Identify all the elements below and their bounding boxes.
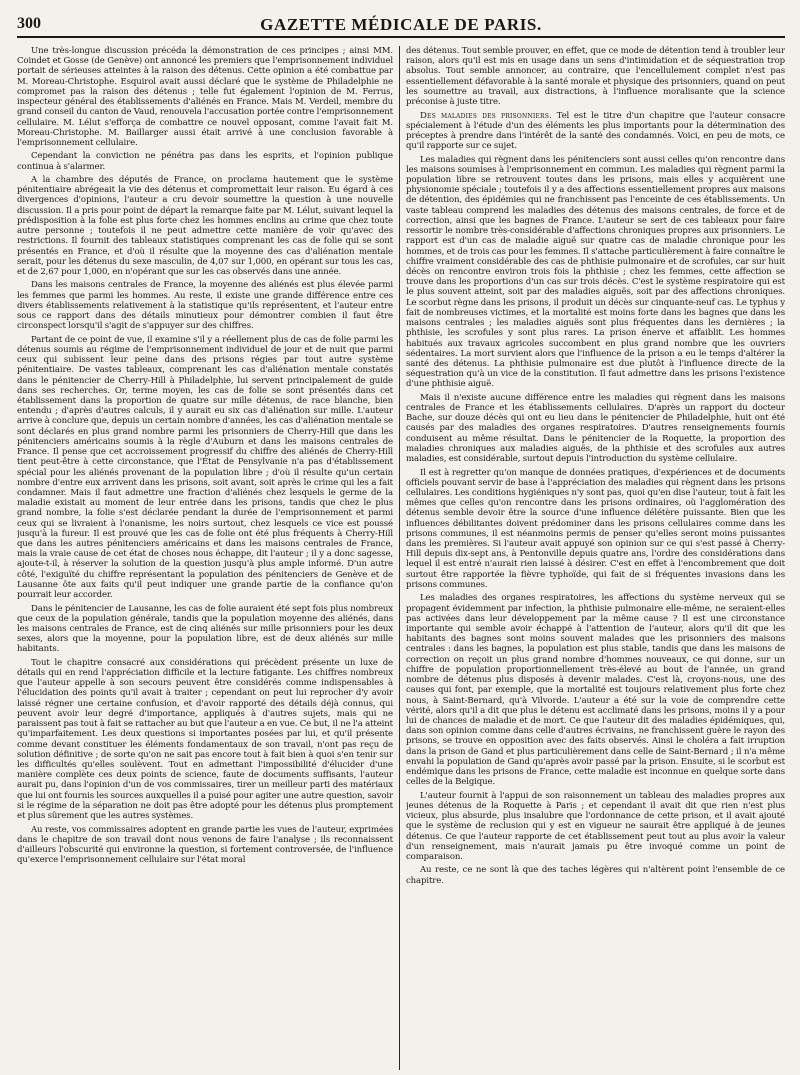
paragraph-text: Mais il n'existe aucune différence entre les maladies qui règnent dans les maisons centrales de France et les établissements cellulaires. D'après un rapport du docteur Bache, sur douze décès qui ont eu lieu dans le pénitencier de Philadelphie, huit ont été causés par des maladies des organes respiratoires. D'autres renseignements fournis conduisent au même résultat. Dans le pénitencier de la Roquette, la proportion des maladies chroniques aux maladies aiguës, de la phthisie et des scrofules aux autres maladies, est considérable, surtout depuis l'introduction du système cellulaire.	[406, 392, 785, 465]
left-column	[17, 46, 393, 1070]
paragraph-text: Dans le pénitencier de Lausanne, les cas de folie auraient été sept fois plus nombreux que ceux de la population générale, tandis que la population moyenne des aliénés, dans les maisons centrales de France, est de cinq aliénés sur mille prisonniers pour les deux sexes, alors que la moyenne, pour la population libre, est de deux aliénés sur mille habitants.	[17, 603, 393, 655]
page-number: 300	[17, 15, 41, 32]
paragraph	[406, 46, 785, 107]
paragraph-text: Tel est le titre d'un chapitre que l'auteur consacre spécialement à l'étude d'un des éléments les plus importants pour la détermination des préceptes à prendre dans l'intérêt de la santé des condamnés. Voici, en peu de mots, ce qu'il rapporte sur ce sujet.	[406, 110, 785, 152]
paragraph	[17, 825, 393, 866]
paragraph	[17, 280, 393, 331]
paragraph-text: Au reste, ce ne sont là que des taches légères qui n'altèrent point l'ensemble de ce chapitre.	[406, 865, 785, 886]
paragraph-text: A la chambre des députés de France, on proclama hautement que le système pénitentiaire abrégeait la vie des détenus et compromettait leur raison. Eu égard à ces divergences d'opinions, l'auteur a cru devoir soumettre la question à une nouvelle discussion. Il a pris pour point de départ la remarque faite par M. Lélut, suivant lequel la prédisposition à la folie est plus forte chez les hommes enclins au crime que chez toute autre personne ; toutefois il ne peut admettre cette manière de voir qu'avec des restrictions. Il fournit des tableaux statistiques comprenant les cas de folie qui se sont présentés en France, et d'où il résulte que la moyenne des cas d'aliénation mentale serait, pour les détenus du sexe masculin, de 4,07 sur 1,000, en opérant sur tous les cas, et de 2,67 pour 1,000, en n'opérant que sur les cas observés dans une année.	[17, 175, 393, 277]
section-heading: Des maladies des prisonniers.	[420, 110, 552, 121]
paragraph-text: Au reste, vos commissaires adoptent en grande partie les vues de l'auteur, exprimées dans le chapitre de son travail dont nous venons de faire l'analyse ; ils reconnaissent d'ailleurs l'obscurité qui environne la question, si fortement controversée, de l'influence qu'exerce l'emprisonnement cellulaire sur l'état moral	[17, 824, 393, 866]
paragraph-text: Les maladies qui règnent dans les pénitenciers sont aussi celles qu'on rencontre dans les maisons soumises à l'emprisonnement en commun. Les maladies qui règnent parmi la population libre se retrouvent toutes dans les prisons, mais elles y acquièrent une physionomie spéciale ; toutefois il y a des affections essentiellement propres aux maisons de détention, des épidémies qui ne franchissent pas l'enceinte de ces établissements. Un vaste tableau comprend les maladies des détenus des maisons centrales, de force et de correction, ainsi que les bagnes de France. L'auteur se sert de ces tableaux pour faire ressortir le nombre très-considérable d'affections chroniques propres aux prisonniers. Le rapport est d'un cas de maladie aiguë sur quatre cas de maladie chronique pour les hommes, et de trois cas pour les femmes. Il s'attache particulièrement à faire connaître le chiffre vraiment considérable des cas de phthisie pulmonaire et de scrofules, car sur huit décès on rencontre environ trois fois la phthisie ; chez les femmes, cette affection se trouve dans les proportions d'un cas sur trois décès. C'est le système respiratoire qui est le plus souvent atteint, soit par des maladies aiguës, soit par des affections chroniques. Le scorbut règne dans les prisons, il produit un décès sur cinquante-neuf cas. Le typhus y fait de nombreuses victimes, et la mortalité est moins forte dans les bagnes que dans les maisons centrales ; les maladies aiguës sont plus fréquentes dans les dernières ; la phthisie, les scrofules y sont plus rares. La prison énerve et affaiblit. Les hommes habitués aux travaux agricoles succombent en plus grand nombre que les ouvriers sédentaires. La mort survient alors que l'influence de la prison a eu le temps d'altérer la santé des détenus. La phthisie pulmonaire est due plutôt à l'influence directe de la séquestration qu'à un vice de la constitution. Il faut admettre dans les prisons l'existence d'une phthisie aiguë.	[406, 154, 785, 390]
paragraph	[406, 468, 785, 591]
paragraph	[406, 593, 785, 787]
paragraph	[17, 175, 393, 277]
paragraph-text: Une très-longue discussion précéda la démonstration de ces principes ; ainsi MM. Coindet et Gosse (de Genève) ont annoncé les premiers que l'emprisonnement individuel portait de sérieuses atteintes à la raison des détenus. Cette opinion a été combattue par M. Moreau-Christophe. Esquirol avait aussi déclaré que le système de Philadelphie ne compromet pas la raison des détenus ; telle fut également l'opinion de M. Ferrus, inspecteur général des établissements d'aliénés en France. Mais M. Verdeil, membre du grand conseil du canton de Vaud, renouvela l'accusation portée contre l'emprisonnement cellulaire. M. Lélut s'efforça de combattre ce nouvel opposant, comme l'avait fait M. Moreau-Christophe. M. Baillarger aussi était arrivé à une conclusion favorable à l'emprisonnement cellulaire.	[17, 46, 393, 148]
journal-title: GAZETTE MÉDICALE DE PARIS.	[260, 15, 542, 34]
paragraph-text: Tout le chapitre consacré aux considérations qui précèdent présente un luxe de détails qui en rend l'appréciation difficile et la lecture fatigante. Les chiffres nombreux que l'auteur appelle à son secours peuvent être considérés comme indispensables à l'élucidation des points qu'il avait à traiter ; cependant on peut lui reprocher d'y avoir laissé régner une certaine confusion, et d'avoir rapporté des détails déjà connus, qui peuvent avoir leur degré d'importance, appliqués à d'autres sujets, mais qui ne paraissent pas tout à fait se rattacher au but que l'auteur a en vue. Ce but, il ne l'a atteint qu'imparfaitement. Les deux questions si importantes posées par lui, et qu'il présente comme devant constituer les éléments fondamentaux de son travail, n'ont pas reçu de solution définitive ; de sorte qu'on ne sait pas encore tout à fait bien à quoi s'en tenir sur les difficultés qu'elles soulèvent. Tout en admettant l'impossibilité d'élucider d'une manière complète ces deux points de science, faute de documents suffisants, l'auteur aurait pu, dans l'opinion d'un de vos commissaires, tirer un meilleur parti des matériaux que lui ont fournis les sources auxquelles il a puisé pour agiter une autre question, savoir si le régime de la séparation ne doit pas être adopté pour les détenus plus promptement et plus sûrement que les autres systèmes.	[17, 657, 393, 822]
page-header	[17, 14, 785, 38]
paragraph	[17, 151, 393, 171]
paragraph-text: Dans les maisons centrales de France, la moyenne des aliénés est plus élevée parmi les femmes que parmi les hommes. Au reste, il existe une grande différence entre ces divers établissements relativement à la statistique qu'ils représentent, et l'auteur entre sous ce rapport dans des détails minutieux pour démontrer combien il faut être circonspect lorsqu'il s'agit de s'appuyer sur des chiffres.	[17, 280, 393, 332]
right-column	[406, 46, 785, 1070]
paragraph	[406, 393, 785, 465]
paragraph	[17, 335, 393, 601]
column-rule	[399, 46, 400, 1070]
paragraph	[406, 155, 785, 390]
paragraph	[17, 46, 393, 148]
paragraph	[406, 865, 785, 885]
paragraph-text: des détenus. Tout semble prouver, en effet, que ce mode de détention tend à troubler leur raison, alors qu'il est mis en usage dans un sens d'intimidation et de séquestration trop absolus. Tout semble annoncer, au contraire, que l'encellulement complet n'est pas essentiellement défavorable à la santé morale et physique des prisonniers, quand on peut les soumettre au travail, aux distractions, à l'influence moralisante que la science préconise à juste titre.	[406, 46, 785, 108]
paragraph	[17, 658, 393, 822]
paragraph-text: L'auteur fournit à l'appui de son raisonnement un tableau des maladies propres aux jeunes détenus de la Roquette à Paris ; et cependant il avait dit que rien n'est plus vicieux, plus absurde, plus insalubre que l'ordonnance de cette prison, et il avait ajouté que le système de reclusion qui y est en vigueur ne saurait être appliqué à de jeunes détenus. Ce que l'auteur rapporte de cet établissement peut tout au plus avoir la valeur d'un renseignement, mais n'aurait jamais pu être invoqué comme un point de comparaison.	[406, 790, 785, 862]
paragraph-text: Il est à regretter qu'on manque de données pratiques, d'expériences et de documents officiels pouvant servir de base à l'appréciation des maladies qui règnent dans les prisons cellulaires. Les conditions hygiéniques n'y sont pas, quoi qu'en dise l'auteur, tout à fait les mêmes que celles qu'on rencontre dans les prisons ordinaires, où l'agglomération des détenus semble devoir être la source d'une influence délétère puissante. Bien que les influences débilitantes doivent prédominer dans les prisons cellulaires comme dans les prisons communes, il est néanmoins permis de penser qu'elles seront moins puissantes dans les premières. Si l'auteur avait appuyé son opinion sur ce qui s'est passé à Cherry-Hill depuis dix-sept ans, à Pentonville depuis quatre ans, l'ordre des considérations dans lequel il est entré n'aurait rien laissé à désirer. C'est en effet à l'encombrement que doit surtout être rapportée la fièvre typhoïde, qui fait de si fréquentes invasions dans les prisons communes.	[406, 467, 785, 590]
text-columns	[17, 46, 785, 1070]
paragraph	[17, 604, 393, 655]
paragraph	[406, 111, 785, 152]
paragraph-text: Cependant la conviction ne pénétra pas dans les esprits, et l'opinion publique continua à s'alarmer.	[17, 151, 393, 172]
paragraph	[406, 791, 785, 863]
paragraph-text: Partant de ce point de vue, il examine s'il y a réellement plus de cas de folie parmi les détenus soumis au régime de l'emprisonnement individuel de jour et de nuit que parmi ceux qui subissent leur peine dans des prisons régies par tout autre système pénitentiaire. De vastes tableaux, comprenant les cas d'aliénation mentale constatés dans le pénitencier de Cherry-Hill à Philadelphie, lui servent principalement de guide dans ses recherches. Or, terme moyen, les cas de folie se sont présentés dans cet établissement dans la proportion de quatre sur mille détenus, de race blanche, bien entendu ; d'après d'autres calculs, il y aurait eu six cas d'aliénation sur mille. L'auteur arrive à conclure que, depuis un certain nombre d'années, les cas d'aliénation mentale se sont déclarés en plus grand nombre parmi les prisonniers de Cherry-Hill que dans les pénitenciers américains soumis à la règle d'Auburn et dans les maisons centrales de France. Il pense que cet accroissement progressif du chiffre des aliénés de Cherry-Hill tient peut-être à cette circonstance, que l'État de Pensylvanie n'a pas d'établissement spécial pour les aliénés provenant de la population libre ; d'où il résulte qu'un certain nombre d'entre eux arrivent dans les prisons, soit avant, soit après le crime qui les a fait condamner. Mais il faut admettre une fraction d'aliénés chez lesquels le germe de la maladie existait au moment de leur entrée dans les prisons, tandis que chez le plus grand nombre, la folie s'est déclarée pendant la durée de l'emprisonnement et parmi ceux qui se livraient à l'onanisme, les noirs surtout, chez lesquels ce vice est poussé jusqu'à la fureur. Il est prouvé que les cas de folie ont été plus fréquents à Cherry-Hill que dans les autres pénitenciers américains et dans les maisons centrales de France, mais la vraie cause de cet état de choses nous échappe, dit l'auteur ; il y a donc sagesse, ajoute-t-il, à réserver la solution de la question jusqu'à plus ample informé. D'un autre côté, l'exiguïté du chiffre représentant la population des pénitenciers de Genève et de Lausanne ôte aux faits qu'il peut indiquer une grande partie de la confiance qu'on pourrait leur accorder.	[17, 334, 393, 601]
paragraph-text: Les maladies des organes respiratoires, les affections du système nerveux qui se propagent évidemment par infection, la phthisie pulmonaire elle-même, ne seraient-elles pas activées dans leur développement par la même cause ? Il est une circonstance importante qui semble avoir échappé à l'attention de l'auteur, alors qu'il dit que les habitants des bagnes sont moins souvent malades que les prisonniers des maisons centrales : dans les bagnes, la population est plus stable, tandis que dans les maisons de correction on reçoit un plus grand nombre d'hommes nouveaux, ce qui donne, sur un chiffre de population proportionnellement très-élevé au bout de l'année, un grand nombre de détenus plus disposés à devenir malades. C'est là, croyons-nous, une des causes qui font, par exemple, que la mortalité est toujours relativement plus forte chez nous, à Saint-Bernard, qu'à Vilvorde. L'auteur a été sur la voie de comprendre cette vérité, alors qu'il a dit que plus le détenu est acclimaté dans les prisons, moins il y a pour lui de chances de maladie et de mort. Ce que l'auteur dit des maladies épidémiques, qui, dans son opinion comme dans celle d'autres écrivains, ne franchissent guère le rayon des prisons, se trouve en opposition avec des faits observés. Ainsi le choléra a fait irruption dans la prison de Gand et plus particulièrement dans celle de Saint-Bernard ; il n'a même envahi la population de Gand qu'après avoir passé par la prison. Ensuite, si le scorbut est endémique dans les prisons de France, cette maladie est inconnue en quelque sorte dans celles de la Belgique.	[406, 593, 785, 788]
